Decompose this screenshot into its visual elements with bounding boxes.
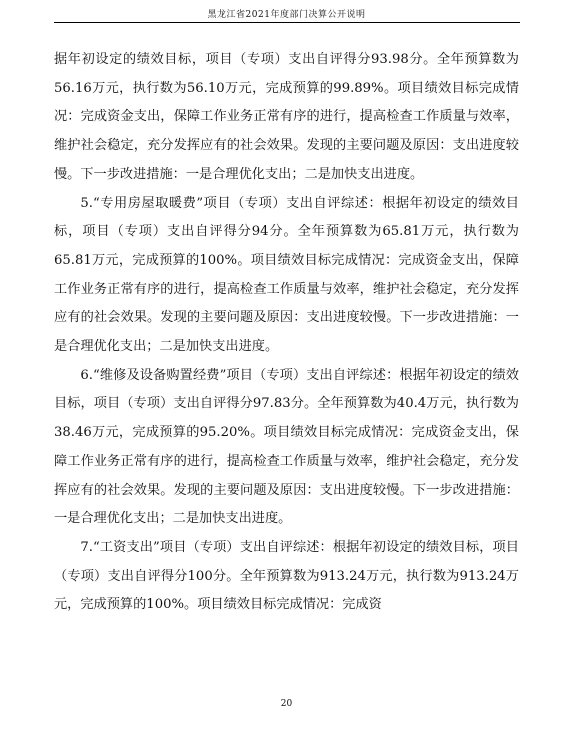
paragraph-item-6: 6.“维修及设备购置经费”项目（专项）支出自评综述：根据年初设定的绩效目标，项目（专项）支出自评得分97.83分。全年预算数为40.4万元，执行数为38.46万元，完成预算的95.20%。项目绩效目标完成情况：完成资金支出，保障工作业务正常有序的进行，提高检查工作质量与效率，维护社会稳定，充分发挥应有的社会效果。发现的主要问题及原因：支出进度较慢。下一步改进措施：一是合理优化支出；二是加快支出进度。 [54, 367, 519, 527]
page-number: 20 [280, 699, 293, 709]
paragraph-item-7: 7.“工资支出”项目（专项）支出自评综述：根据年初设定的绩效目标，项目（专项）支出自评得分100分。全年预算数为913.24万元，执行数为913.24万元，完成预算的100%。项目绩效目标完成情况：完成资 [54, 539, 519, 613]
header-divider [54, 22, 520, 23]
paragraph-item-5: 5.“专用房屋取暖费”项目（专项）支出自评综述：根据年初设定的绩效目标，项目（专项）支出自评得分94分。全年预算数为65.81万元，执行数为65.81万元，完成预算的100%。项目绩效目标完成情况：完成资金支出，保障工作业务正常有序的进行，提高检查工作质量与效率，维护社会稳定，充分发挥应有的社会效果。发现的主要问题及原因：支出进度较慢。下一步改进措施：一是合理优化支出；二是加快支出进度。 [54, 195, 519, 355]
document-body [54, 46, 519, 620]
paragraph-continuation: 据年初设定的绩效目标，项目（专项）支出自评得分93.98分。全年预算数为56.16万元，执行数为56.10万元，完成预算的99.89%。项目绩效目标完成情况：完成资金支出，保障工作业务正常有序的进行，提高检查工作质量与效率，维护社会稳定，充分发挥应有的社会效果。发现的主要问题及原因：支出进度较慢。下一步改进措施：一是合理优化支出；二是加快支出进度。 [54, 52, 519, 182]
page-header: 黑龙江省2021年度部门决算公开说明 [207, 10, 366, 20]
